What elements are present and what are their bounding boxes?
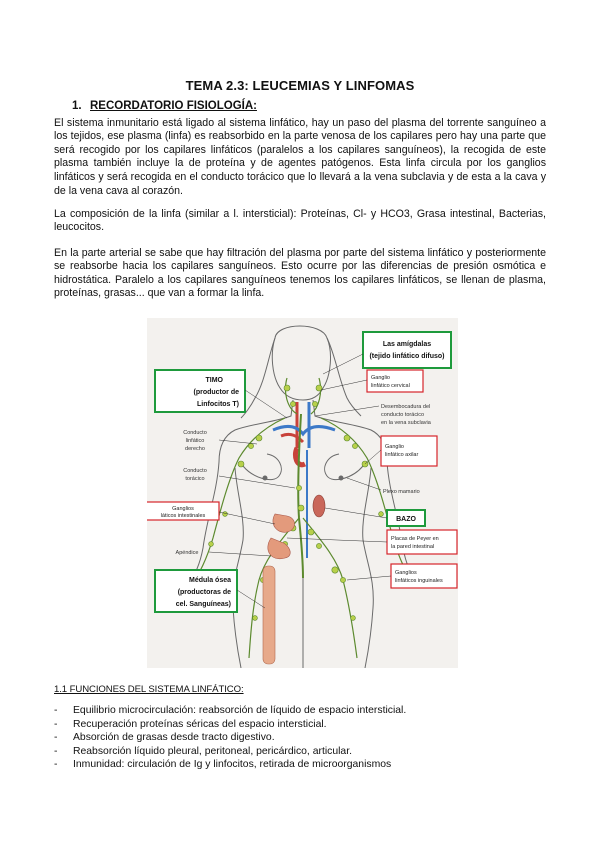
section-number: 1. bbox=[72, 100, 82, 112]
list-item-text: Equilibrio microcirculación: reabsorción de líquido de espacio intersticial. bbox=[73, 705, 407, 716]
section-heading-text: RECORDATORIO FISIOLOGÍA: bbox=[90, 100, 257, 112]
lymphatic-system-figure bbox=[147, 318, 458, 668]
label-medula-detail-2: cel. Sanguíneas) bbox=[175, 601, 231, 608]
label-bazo: BAZO bbox=[396, 516, 416, 523]
bullet-marker: - bbox=[54, 759, 58, 771]
list-item bbox=[54, 704, 406, 718]
functions-list bbox=[54, 704, 406, 772]
label-timo-detail-1: (productor de bbox=[193, 389, 239, 396]
label-peyer-2: la pared intestinal bbox=[391, 544, 435, 550]
list-item bbox=[54, 718, 406, 732]
label-ganglio-cervical-1: Ganglio bbox=[371, 375, 390, 381]
bullet-marker: - bbox=[54, 705, 58, 716]
label-peyer-1: Placas de Peyer en bbox=[391, 536, 439, 542]
label-apendice: Apéndice bbox=[175, 550, 199, 556]
label-ganglios-intestinales-2: láticos intestinales bbox=[160, 513, 206, 519]
document-title: TEMA 2.3: LEUCEMIAS Y LINFOMAS bbox=[185, 78, 415, 93]
label-timo-detail-2: Linfocitos T) bbox=[197, 401, 239, 408]
paragraph-1: El sistema inmunitario está ligado al sistema linfático, hay un paso del plasma del torrente sanguíneo a los tejidos, ese plasma (linfa) es reabsorbido en la parte venosa de los capilares pero hay una parte que será recogido por los capilares linfáticos (paralelos a los capilares sanguíneos), la recogida de este plasma también incluye la de proteína y de agentes patógenos. Esta linfa circula por los ganglios linfáticos y será recogida en el conducto torácico que lo llevará a la vena subclavia y de esta a la cava y de la vena cava al corazón. bbox=[54, 116, 546, 197]
label-medula: Médula ósea bbox=[188, 577, 231, 584]
blood-vessels bbox=[273, 402, 335, 558]
label-amigdalas-detail: (tejido linfático difuso) bbox=[369, 353, 445, 360]
label-ganglios-intestinales-1: Ganglios bbox=[172, 506, 194, 512]
label-timo: TIMO bbox=[205, 377, 223, 384]
label-conducto-derecho-3: derecho bbox=[185, 446, 205, 452]
list-item-text: Absorción de grasas desde tracto digestivo. bbox=[73, 732, 275, 744]
label-ganglios-inguinales-2: linfáticos inguinales bbox=[395, 578, 443, 584]
paragraph-3: En la parte arterial se sabe que hay filtración del plasma por parte del sistema linfático y posteriormente se reabsorbe hacia los capilares sanguíneos. Esto ocurre por las diferencias de presión osmótica e hidrostática. Paralelo a los capilares sanguíneos tenemos los capilares linfáticos, se llenan de plasma, proteínas, grasas... que van a formar la linfa. bbox=[54, 246, 546, 300]
label-desembocadura-1: Desembocadura del bbox=[381, 404, 431, 410]
list-item bbox=[54, 745, 406, 759]
bullet-marker: - bbox=[54, 745, 58, 757]
list-item bbox=[54, 731, 406, 745]
organs bbox=[263, 495, 325, 664]
label-conducto-toracico-1: Conducto bbox=[183, 468, 207, 474]
lymphatic-diagram bbox=[147, 318, 458, 668]
label-desembocadura-3: en la vena subclavia bbox=[381, 420, 431, 426]
label-ganglios-inguinales-1: Ganglios bbox=[395, 570, 417, 576]
list-item-text: Inmunidad: circulación de Ig y linfocitos, retirada de microorganismos bbox=[73, 759, 392, 771]
label-desembocadura-2: conducto torácico bbox=[381, 412, 425, 418]
label-ganglio-cervical-2: linfático cervical bbox=[371, 383, 410, 389]
list-item-text: Recuperación proteínas séricas del espacio intersticial. bbox=[73, 718, 327, 730]
label-conducto-derecho-1: Conducto bbox=[183, 430, 207, 436]
paragraph-2: La composición de la linfa (similar a l. intersticial): Proteínas, Cl- y HCO3, Grasa intestinal, Bacterias, leucocitos. bbox=[54, 207, 546, 234]
section-heading bbox=[72, 100, 257, 112]
label-plexo-mamario: Plexo mamario bbox=[383, 489, 420, 495]
bullet-marker: - bbox=[54, 718, 58, 730]
label-medula-detail-1: (productoras de bbox=[177, 589, 231, 596]
label-ganglio-axilar-2: linfático axilar bbox=[385, 452, 419, 458]
list-item-text: Reabsorción líquido pleural, peritoneal, pericárdico, articular. bbox=[73, 745, 352, 757]
label-amigdalas: Las amígdalas bbox=[382, 341, 432, 348]
bullet-marker: - bbox=[54, 732, 58, 744]
label-conducto-derecho-2: linfático bbox=[185, 438, 205, 444]
label-ganglio-axilar-1: Ganglio bbox=[385, 444, 404, 450]
subsection-heading: 1.1 FUNCIONES DEL SISTEMA LINFÁTICO: bbox=[54, 684, 244, 695]
label-conducto-toracico-2: torácico bbox=[185, 476, 205, 482]
list-item bbox=[54, 758, 406, 772]
